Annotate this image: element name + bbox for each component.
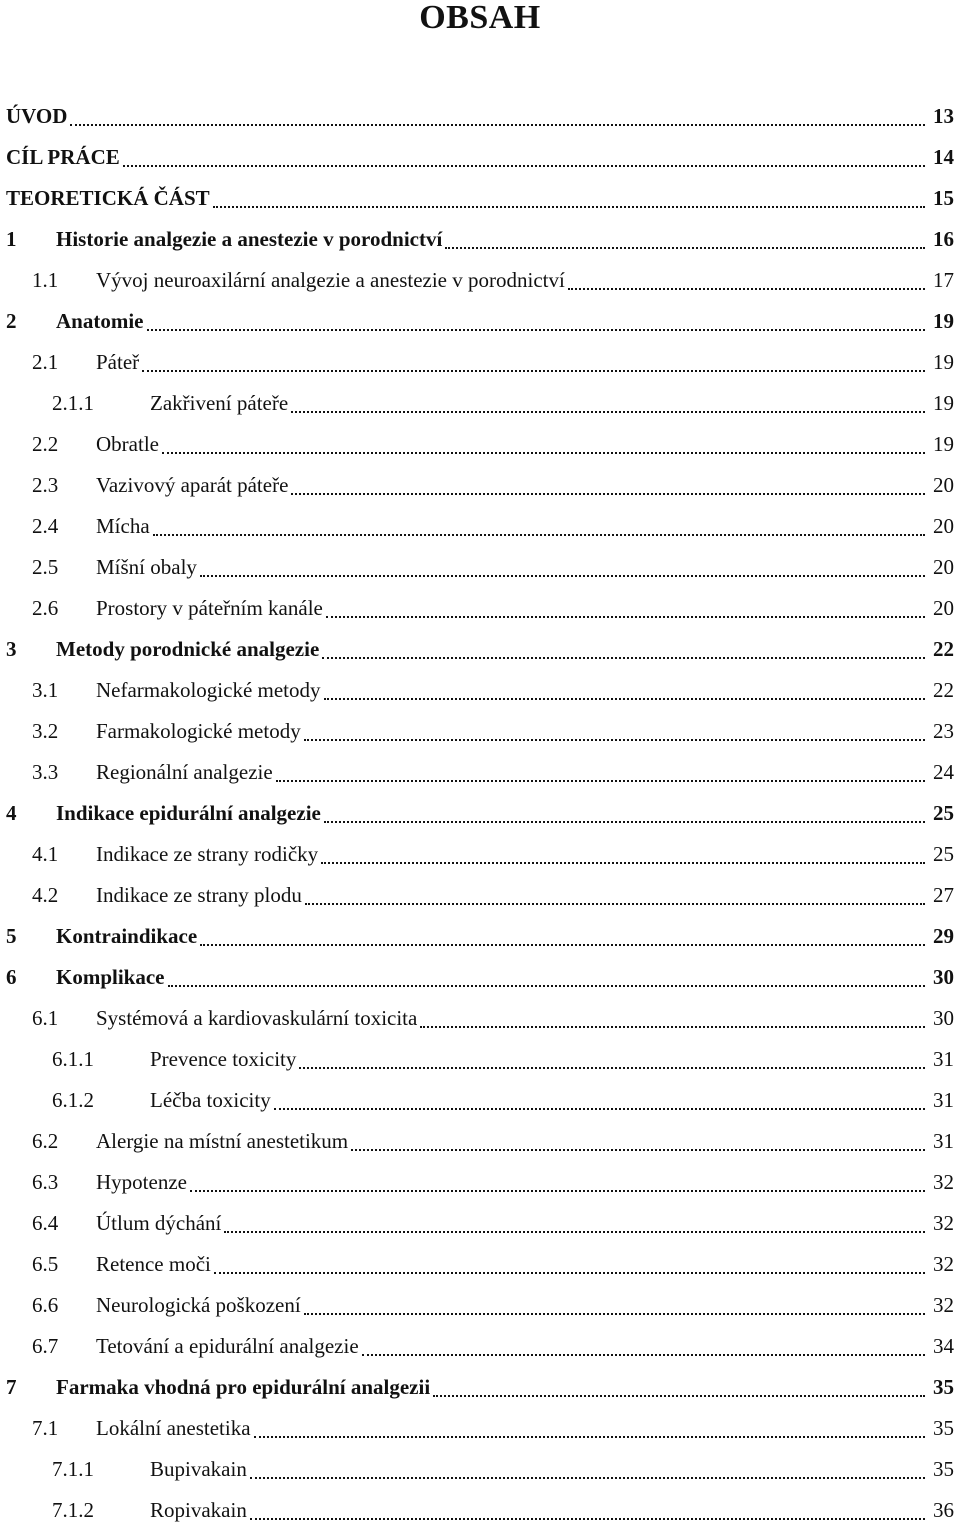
toc-entry-number: 4.2 xyxy=(32,883,59,907)
toc-entry-number: 2.3 xyxy=(32,473,59,497)
toc-entry-label[interactable]: Nefarmakologické metody xyxy=(96,678,321,702)
toc-entry[interactable] xyxy=(0,834,960,875)
toc-entry[interactable] xyxy=(0,1203,960,1244)
toc-entry-label[interactable]: Regionální analgezie xyxy=(96,760,273,784)
toc-entry-label[interactable]: Zakřivení páteře xyxy=(150,391,289,415)
dot-leader xyxy=(190,1189,925,1192)
toc-entry-number: 1 xyxy=(6,227,17,251)
toc-entry-number: 6.2 xyxy=(32,1129,59,1153)
dot-leader xyxy=(224,1230,925,1233)
toc-entry-page-number: 24 xyxy=(933,760,954,784)
toc-entry-label[interactable]: Ropivakain xyxy=(150,1498,247,1522)
toc-entry[interactable] xyxy=(0,588,960,629)
toc-entry-page-number: 15 xyxy=(933,186,954,210)
toc-entry-page-number: 19 xyxy=(933,391,954,415)
toc-entry-page-number: 35 xyxy=(933,1375,954,1399)
dot-leader xyxy=(291,492,925,495)
toc-entry-number: 3.2 xyxy=(32,719,59,743)
toc-entry[interactable] xyxy=(0,1121,960,1162)
dot-leader xyxy=(200,943,925,946)
toc-entry-label[interactable]: Farmaka vhodná pro epidurální analgezii xyxy=(56,1375,431,1399)
toc-entry[interactable] xyxy=(0,1490,960,1531)
dot-leader xyxy=(362,1353,925,1356)
toc-entry[interactable] xyxy=(0,1039,960,1080)
toc-entry-number: 2.2 xyxy=(32,432,59,456)
toc-entry-page-number: 27 xyxy=(933,883,954,907)
toc-entry-number: 7.1.1 xyxy=(52,1457,94,1481)
toc-entry[interactable] xyxy=(0,916,960,957)
toc-entry-number: 3.3 xyxy=(32,760,59,784)
toc-entry[interactable] xyxy=(0,260,960,301)
toc-entry[interactable] xyxy=(0,301,960,342)
dot-leader xyxy=(324,697,926,700)
toc-entry-label[interactable]: Indikace ze strany rodičky xyxy=(96,842,319,866)
toc-entry[interactable] xyxy=(0,1244,960,1285)
toc-entry[interactable] xyxy=(0,342,960,383)
toc-entry[interactable] xyxy=(0,1449,960,1490)
toc-entry-label[interactable]: Vazivový aparát páteře xyxy=(96,473,289,497)
toc-entry-page-number: 13 xyxy=(933,104,954,128)
toc-entry-label[interactable]: Anatomie xyxy=(56,309,144,333)
toc-entry-label[interactable]: Tetování a epidurální analgezie xyxy=(96,1334,359,1358)
dot-leader xyxy=(351,1148,925,1151)
toc-entry[interactable] xyxy=(0,1285,960,1326)
dot-leader xyxy=(568,287,925,290)
toc-entry[interactable] xyxy=(0,547,960,588)
dot-leader xyxy=(162,451,925,454)
toc-entry-page-number: 35 xyxy=(933,1416,954,1440)
toc-entry-page-number: 20 xyxy=(933,596,954,620)
toc-entry-page-number: 30 xyxy=(933,1006,954,1030)
toc-entry-label[interactable]: Léčba toxicity xyxy=(150,1088,271,1112)
dot-leader xyxy=(299,1066,925,1069)
toc-entry-page-number: 22 xyxy=(933,637,954,661)
dot-leader xyxy=(304,1312,925,1315)
toc-entry[interactable] xyxy=(0,424,960,465)
dot-leader xyxy=(214,1271,925,1274)
toc-entry-page-number: 32 xyxy=(933,1170,954,1194)
toc-entry-label[interactable]: Obratle xyxy=(96,432,159,456)
toc-entry-number: 1.1 xyxy=(32,268,59,292)
toc-entry-label[interactable]: Indikace epidurální analgezie xyxy=(56,801,321,825)
toc-entry-page-number: 32 xyxy=(933,1211,954,1235)
toc-entry[interactable] xyxy=(0,1367,960,1408)
toc-entry[interactable] xyxy=(0,465,960,506)
toc-entry-number: 6.1.1 xyxy=(52,1047,94,1071)
toc-entry-label[interactable]: Neurologická poškození xyxy=(96,1293,301,1317)
toc-entry[interactable] xyxy=(0,178,960,219)
dot-leader xyxy=(168,984,926,987)
toc-entry-label[interactable]: Komplikace xyxy=(56,965,165,989)
dot-leader xyxy=(147,328,926,331)
toc-entry-number: 5 xyxy=(6,924,17,948)
dot-leader xyxy=(326,615,925,618)
toc-entry[interactable] xyxy=(0,998,960,1039)
toc-entry[interactable] xyxy=(0,670,960,711)
toc-entry-number: 3.1 xyxy=(32,678,59,702)
toc-entry-number: 4.1 xyxy=(32,842,59,866)
dot-leader xyxy=(304,738,925,741)
dot-leader xyxy=(250,1517,925,1520)
toc-entry-label[interactable]: Retence moči xyxy=(96,1252,211,1276)
toc-entry-page-number: 35 xyxy=(933,1457,954,1481)
toc-entry-number: 7 xyxy=(6,1375,17,1399)
toc-entry-number: 6.5 xyxy=(32,1252,59,1276)
dot-leader xyxy=(274,1107,925,1110)
toc-entry-number: 6.7 xyxy=(32,1334,59,1358)
toc-entry-label[interactable]: Míšní obaly xyxy=(96,555,197,579)
dot-leader xyxy=(420,1025,925,1028)
toc-entry-label[interactable]: TEORETICKÁ ČÁST xyxy=(6,186,210,210)
toc-entry-label[interactable]: Prostory v páteřním kanále xyxy=(96,596,323,620)
toc-entry-number: 6.1 xyxy=(32,1006,59,1030)
table-of-contents xyxy=(0,96,960,1531)
toc-entry-page-number: 31 xyxy=(933,1047,954,1071)
toc-entry-label[interactable]: Bupivakain xyxy=(150,1457,247,1481)
toc-entry-number: 7.1.2 xyxy=(52,1498,94,1522)
toc-entry[interactable] xyxy=(0,957,960,998)
toc-entry-page-number: 31 xyxy=(933,1129,954,1153)
toc-entry[interactable] xyxy=(0,1326,960,1367)
toc-entry-number: 6.6 xyxy=(32,1293,59,1317)
toc-entry-label[interactable]: CÍL PRÁCE xyxy=(6,145,120,169)
toc-entry-page-number: 20 xyxy=(933,473,954,497)
toc-entry-label[interactable]: Systémová a kardiovaskulární toxicita xyxy=(96,1006,418,1030)
toc-entry-label[interactable]: Útlum dýchání xyxy=(96,1211,222,1235)
toc-entry[interactable] xyxy=(0,1408,960,1449)
toc-entry-page-number: 14 xyxy=(933,145,954,169)
toc-entry[interactable] xyxy=(0,711,960,752)
dot-leader xyxy=(305,902,925,905)
toc-entry-number: 2 xyxy=(6,309,17,333)
dot-leader xyxy=(200,574,925,577)
toc-entry-number: 2.6 xyxy=(32,596,59,620)
toc-entry-page-number: 29 xyxy=(933,924,954,948)
toc-entry-number: 4 xyxy=(6,801,17,825)
dot-leader xyxy=(142,369,925,372)
toc-entry-label[interactable]: Historie analgezie a anestezie v porodnictví xyxy=(56,227,443,251)
dot-leader xyxy=(445,246,925,249)
toc-entry-number: 2.1 xyxy=(32,350,59,374)
dot-leader xyxy=(322,656,925,659)
toc-entry[interactable] xyxy=(0,1080,960,1121)
toc-entry-label[interactable]: Alergie na místní anestetikum xyxy=(96,1129,349,1153)
dot-leader xyxy=(276,779,925,782)
toc-entry-page-number: 19 xyxy=(933,350,954,374)
toc-entry[interactable] xyxy=(0,875,960,916)
toc-entry-page-number: 16 xyxy=(933,227,954,251)
toc-entry[interactable] xyxy=(0,752,960,793)
toc-entry[interactable] xyxy=(0,137,960,178)
dot-leader xyxy=(70,123,925,126)
toc-entry-number: 3 xyxy=(6,637,17,661)
toc-entry[interactable] xyxy=(0,1162,960,1203)
toc-entry-label[interactable]: Lokální anestetika xyxy=(96,1416,251,1440)
toc-entry-page-number: 25 xyxy=(933,801,954,825)
toc-entry[interactable] xyxy=(0,96,960,137)
toc-entry-label[interactable]: Farmakologické metody xyxy=(96,719,301,743)
toc-entry-number: 6 xyxy=(6,965,17,989)
toc-entry-page-number: 32 xyxy=(933,1252,954,1276)
dot-leader xyxy=(324,820,925,823)
dot-leader xyxy=(123,164,925,167)
toc-entry-label[interactable]: Hypotenze xyxy=(96,1170,187,1194)
toc-entry-number: 2.4 xyxy=(32,514,59,538)
toc-entry-label[interactable]: ÚVOD xyxy=(6,104,68,128)
dot-leader xyxy=(250,1476,925,1479)
dot-leader xyxy=(213,205,925,208)
toc-entry-page-number: 25 xyxy=(933,842,954,866)
toc-entry-page-number: 31 xyxy=(933,1088,954,1112)
toc-entry-label[interactable]: Prevence toxicity xyxy=(150,1047,297,1071)
toc-entry-number: 2.1.1 xyxy=(52,391,94,415)
toc-entry-page-number: 22 xyxy=(933,678,954,702)
toc-entry-label[interactable]: Vývoj neuroaxilární analgezie a anestezie v porodnictví xyxy=(96,268,565,292)
toc-entry-page-number: 32 xyxy=(933,1293,954,1317)
toc-entry-label[interactable]: Mícha xyxy=(96,514,150,538)
toc-entry[interactable] xyxy=(0,793,960,834)
toc-entry-page-number: 34 xyxy=(933,1334,954,1358)
toc-entry[interactable] xyxy=(0,383,960,424)
dot-leader xyxy=(254,1435,925,1438)
toc-entry-page-number: 36 xyxy=(933,1498,954,1522)
toc-entry-label[interactable]: Kontraindikace xyxy=(56,924,198,948)
toc-entry-page-number: 30 xyxy=(933,965,954,989)
toc-entry-page-number: 19 xyxy=(933,309,954,333)
dot-leader xyxy=(291,410,925,413)
toc-entry-number: 6.3 xyxy=(32,1170,59,1194)
toc-entry-number: 6.4 xyxy=(32,1211,59,1235)
page-title: OBSAH xyxy=(419,0,541,36)
toc-entry-label[interactable]: Metody porodnické analgezie xyxy=(56,637,320,661)
toc-entry-number: 6.1.2 xyxy=(52,1088,94,1112)
toc-entry-label[interactable]: Indikace ze strany plodu xyxy=(96,883,302,907)
toc-entry[interactable] xyxy=(0,219,960,260)
toc-entry-page-number: 23 xyxy=(933,719,954,743)
toc-entry[interactable] xyxy=(0,629,960,670)
toc-entry-page-number: 20 xyxy=(933,514,954,538)
toc-entry[interactable] xyxy=(0,506,960,547)
toc-entry-page-number: 19 xyxy=(933,432,954,456)
toc-entry-number: 2.5 xyxy=(32,555,59,579)
dot-leader xyxy=(153,533,925,536)
toc-entry-page-number: 17 xyxy=(933,268,954,292)
dot-leader xyxy=(321,861,925,864)
dot-leader xyxy=(433,1394,925,1397)
toc-entry-label[interactable]: Páteř xyxy=(96,350,140,374)
toc-entry-page-number: 20 xyxy=(933,555,954,579)
toc-entry-number: 7.1 xyxy=(32,1416,59,1440)
